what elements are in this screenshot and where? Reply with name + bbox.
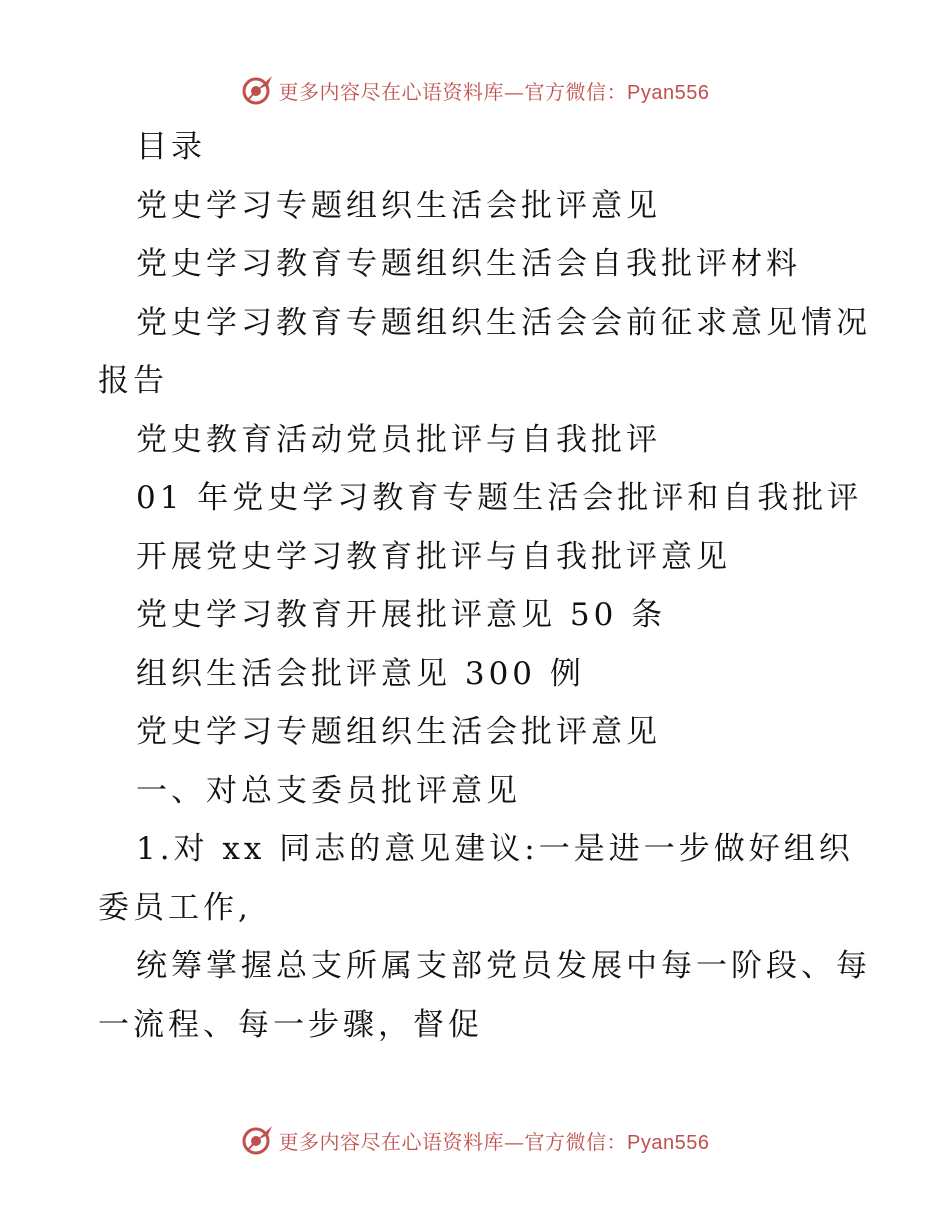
toc-item: 党史学习教育开展批评意见 50 条	[136, 597, 667, 633]
toc-item: 党史学习专题组织生活会批评意见	[136, 187, 661, 224]
footer-watermark	[0, 1120, 950, 1160]
paragraph-line: 统筹掌握总支所属支部党员发展中每一阶段、每	[136, 948, 871, 984]
section-title: 党史学习专题组织生活会批评意见	[136, 714, 661, 750]
toc-item: 党史学习教育专题组织生活会自我批评材料	[136, 246, 801, 282]
toc-item: 组织生活会批评意见 300 例	[136, 655, 585, 692]
watermark-text: 更多内容尽在心语资料库—官方微信：Pyan556	[278, 1129, 710, 1154]
toc-item: 党史教育活动党员批评与自我批评	[136, 421, 661, 458]
subsection-heading: 一、对总支委员批评意见	[136, 772, 521, 809]
toc-item-continuation: 报告	[98, 363, 168, 399]
quill-pen-logo-icon	[241, 73, 275, 107]
toc-item: 开展党史学习教育批评与自我批评意见	[136, 538, 731, 575]
toc-item: 党史学习教育专题组织生活会会前征求意见情况	[136, 304, 871, 341]
quill-pen-logo-icon	[241, 1123, 275, 1157]
paragraph-line: 一流程、每一步骤，督促	[98, 1006, 483, 1043]
paragraph-line: 1.对 xx 同志的意见建议:一是进一步做好组织	[136, 831, 854, 867]
header-watermark	[0, 70, 950, 110]
toc-heading: 目录	[136, 129, 206, 165]
watermark-text: 更多内容尽在心语资料库—官方微信：Pyan556	[278, 79, 710, 104]
toc-item: 01 年党史学习教育专题生活会批评和自我批评	[136, 480, 863, 516]
document-body	[98, 118, 871, 1054]
paragraph-line: 委员工作,	[98, 889, 252, 926]
